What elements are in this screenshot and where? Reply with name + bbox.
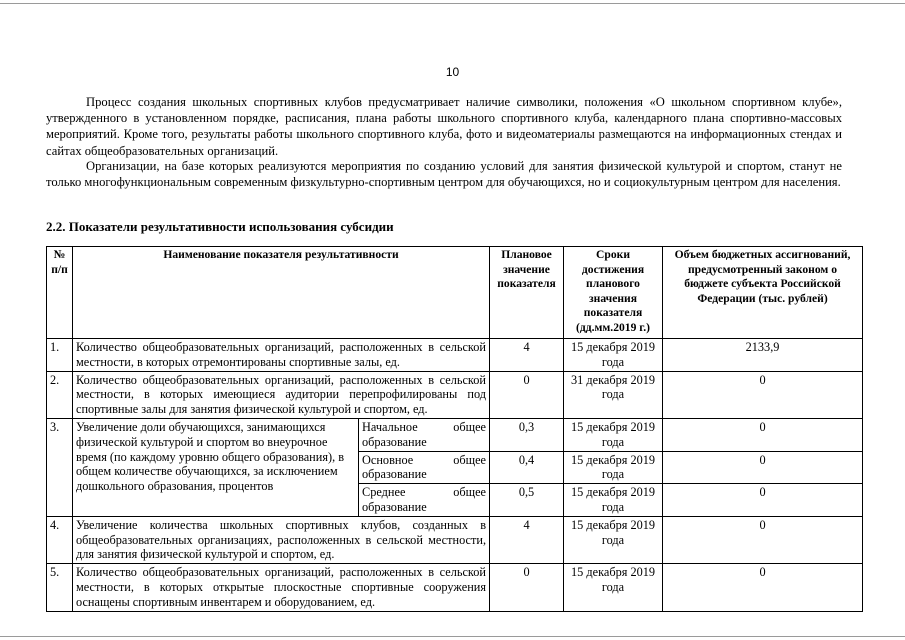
row-budget: 2133,9 bbox=[663, 339, 863, 372]
row-budget: 0 bbox=[663, 418, 863, 451]
row-deadline: 15 декабря 2019 года bbox=[564, 516, 663, 563]
row-planned: 0 bbox=[490, 564, 564, 611]
scan-top-line bbox=[0, 3, 905, 4]
row-deadline: 15 декабря 2019 года bbox=[564, 564, 663, 611]
row-number: 4. bbox=[47, 516, 73, 563]
paragraph-clubs-creation: Процесс создания школьных спортивных клубов предусматривает наличие символики, положения «О школьном спортивном клубе», утвержденного в установленном порядке, расписания, плана работы школьного спортивного клуба, календарного плана спортивно-массовых мероприятий. Кроме того, результаты работы школьного спортивного клуба, фото и видеоматериалы размещаются на информационных стендах и сайтах общеобразовательных организаций. bbox=[46, 95, 842, 158]
indicators-table bbox=[46, 246, 863, 612]
row-deadline: 15 декабря 2019 года bbox=[564, 484, 663, 517]
row-number: 5. bbox=[47, 564, 73, 611]
row-level: Основное общее образование bbox=[359, 451, 490, 484]
row-deadline: 15 декабря 2019 года bbox=[564, 339, 663, 372]
paragraph-organizations: Организации, на базе которых реализуются мероприятия по созданию условий для занятия физической культурой и спортом, станут не только многофункциональным современным физкультурно-спортивным центром для обучающихся, но и социокультурным центром для населения. bbox=[46, 159, 842, 190]
row-deadline: 15 декабря 2019 года bbox=[564, 451, 663, 484]
table-row bbox=[47, 371, 863, 418]
header-deadline: Сроки достижения планового значения показателя (дд.мм.2019 г.) bbox=[564, 247, 663, 339]
table-row bbox=[47, 418, 863, 451]
page-number: 10 bbox=[445, 65, 460, 79]
row-level: Начальное общее образование bbox=[359, 418, 490, 451]
row-planned: 0 bbox=[490, 371, 564, 418]
table-row bbox=[47, 516, 863, 563]
row-deadline: 31 декабря 2019 года bbox=[564, 371, 663, 418]
row-budget: 0 bbox=[663, 371, 863, 418]
scan-bottom-line bbox=[0, 636, 905, 637]
row-budget: 0 bbox=[663, 451, 863, 484]
row-number: 1. bbox=[47, 339, 73, 372]
row-level: Среднее общее образование bbox=[359, 484, 490, 517]
section-title: 2.2. Показатели результативности использования субсидии bbox=[46, 219, 394, 234]
row-number: 2. bbox=[47, 371, 73, 418]
table-header-row bbox=[47, 247, 863, 339]
row-name: Увеличение количества школьных спортивных клубов, созданных в общеобразовательных организациях, расположенных в сельской местности, для занятия физической культурой и спортом, ед. bbox=[73, 516, 490, 563]
row-name: Количество общеобразовательных организаций, расположенных в сельской местности, в которых отремонтированы спортивные залы, ед. bbox=[73, 339, 490, 372]
row-planned: 4 bbox=[490, 339, 564, 372]
header-name: Наименование показателя результативности bbox=[73, 247, 490, 339]
row-planned: 0,4 bbox=[490, 451, 564, 484]
row-budget: 0 bbox=[663, 484, 863, 517]
row-planned: 4 bbox=[490, 516, 564, 563]
header-number: № п/п bbox=[47, 247, 73, 339]
row-name: Количество общеобразовательных организаций, расположенных в сельской местности, в которых открытые плоскостные спортивные сооружения оснащены спортивным инвентарем и оборудованием, ед. bbox=[73, 564, 490, 611]
header-planned: Плановое значение показателя bbox=[490, 247, 564, 339]
row-budget: 0 bbox=[663, 564, 863, 611]
header-budget: Объем бюджетных ассигнований, предусмотренный законом о бюджете субъекта Российской Федерации (тыс. рублей) bbox=[663, 247, 863, 339]
row-name: Количество общеобразовательных организаций, расположенных в сельской местности, в которых имеющиеся аудитории перепрофилированы под спортивные залы для занятия физической культурой и спортом, ед. bbox=[73, 371, 490, 418]
table-row bbox=[47, 564, 863, 611]
row-planned: 0,3 bbox=[490, 418, 564, 451]
row-deadline: 15 декабря 2019 года bbox=[564, 418, 663, 451]
row-name: Увеличение доли обучающихся, занимающихся физической культурой и спортом во внеурочное время (по каждому уровню общего образования), в общем количестве обучающихся, за исключением дошкольного образования, процентов bbox=[73, 418, 359, 516]
row-planned: 0,5 bbox=[490, 484, 564, 517]
row-number: 3. bbox=[47, 418, 73, 516]
table-row bbox=[47, 339, 863, 372]
row-budget: 0 bbox=[663, 516, 863, 563]
